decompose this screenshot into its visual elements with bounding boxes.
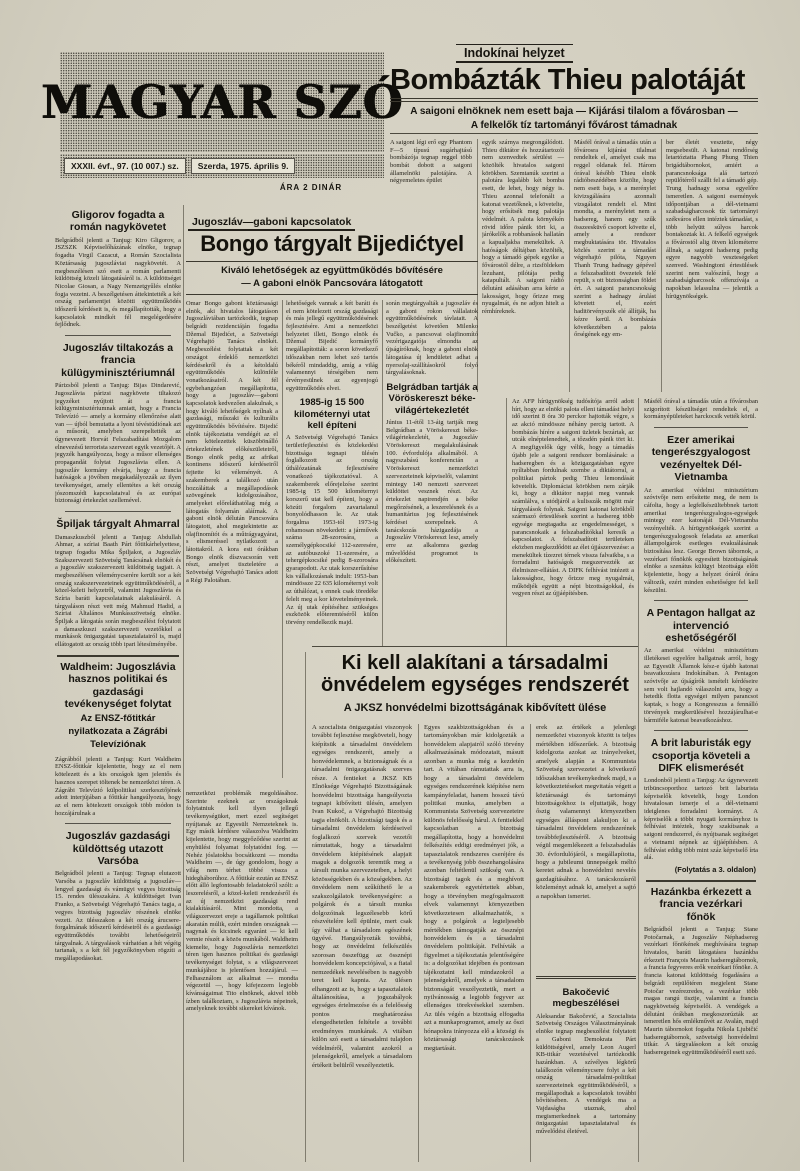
article-divider — [654, 730, 748, 731]
bongo-body-col2-text: lehetőségek vannak a két baráti és el nem kötelezett ország gazdasági és más jellegű együttműködésének fejlesztésére. Ami a nemzetközi helyzetet illeti, Bongo elnök és Džemal Bijedić kormányfő megállapították: a soron következő időszakban nem lehet szó tartós békéről mindaddig, amíg a világ valamennyi térségében nem érvényesülnek az egyenjogú együttműködés elvei. — [286, 300, 378, 392]
bongo-kicker — [188, 212, 355, 231]
french-chief-body: Belgrádból jelenti a Tanjug: Stane Potočarnak, a Jugoszláv Néphadsereg vezérkari főnökének meghívására tegnap hivatalos, baráti látogatásra hazánkba érkezett François Maurin hadseregtábornok, a francia fegyveres erők vezérkari főnöke. A francia katonai küldöttség fogadására a belgrádi repülőtéren megjelent Stane Potočar vezérezredes, a vezérkar több magas rangú tisztje, valamint a francia nagykövetség képviselői. A vendégek a délutáni órákban megkoszorúzták az ismeretlen hős emlékművét az Avalán, majd Maurin tábornokot fogadta Nikola Ljubičić hadseregtábornok, szövetségi honvédelmi titkár. A tárgyalásokon a két ország hadseregeinek együttműködéséről esett szó. — [644, 926, 758, 1056]
french-chief-headline: Hazánkba érkezett a francia vezérkari főnök — [650, 885, 752, 923]
defence-headline: Ki kell alakítani a társadalmi önvédelem egységes rendszerét — [321, 652, 629, 697]
article-divider — [654, 427, 748, 428]
lead-body-col1: A saigoni légi erő egy Phantom F—5 típusú sugárhajtású bombázója tegnap reggel több bombát dobott a saigoni államelnöki palotájára. A négyemeletes épület — [390, 139, 472, 185]
article-divider — [654, 600, 748, 601]
column-rule — [530, 724, 531, 1162]
waldheim-headline: Waldheim: Jugoszlávia hasznos politikai és gazdasági tevékenységet folytat — [60, 660, 176, 710]
roads-article-body: A Szövetségi Végrehajtó Tanács területfejlesztési és közlekedési bizottsága tegnapi ülésén foglalkozott az ország úthálózatának fejlesztésére vonatkozó tájékoztatóval. A szakemberek előrejelzése szerint 1985-ig 15 500 kilométernyi korszerű utat kell építeni, hogy a közúti forgalom zavartalanul bonyolódhasson le. Az utak forgalma 1953-tól 1973-ig rohamosan növekedett: a járművek száma 28-szorosára, a személygépkocsiké 112-szeresére, az autóbuszoké 11-szeresére, a tehergépkocsiké pedig 8-szorosára gyarapodott. Az utak korszerűsítése kis vállalkozásnak indult: 1953-ban mindössze 22 635 kilométernyi volt az úthálózat, s ennek csak töredéke felelt meg a kor követelményeinek. Az új utak építéséhez szükséges eszközök előteremtéséről külön törvény rendelkezik majd. — [286, 434, 378, 626]
column-rule — [661, 139, 662, 392]
labour-headline: A brit laburisták egy csoportja követeli a DIFK elismerését — [650, 737, 752, 774]
redcross-article-body: Június 11-étől 13-áig tartják meg Belgrádban a Vöröskereszt béke-világértekezletét, a Jugoszláv Vöröskereszt megalakulásának 100. évfordulója alkalmából. A nagyszabású konferencián a Vöröskereszt nemzetközi szervezeteinek képviselői, valamint mintegy 140 nemzeti szervezet küldöttei vesznek részt. Az értekezlet napirendjén a béke megőrzésének, a leszerelésnek és a humanitárius jog fejlesztésének kérdései szerepelnek. A tanácskozás házigazdája a Jugoszláv Vöröskereszt lesz, amely erre az alkalomra gazdag művelődési programot is előkészített. — [386, 419, 478, 565]
protest-body: Párizsból jelenti a Tanjug: Bijas Dindarević, Jugoszlávia párizsi nagykövete tiltakozó jegyzéket nyújtott át a francia külügyminisztériumnak amiatt, hogy a Francia Televízió — amely a kormány ellenőrzése alatt van — újból bemutatta a lyoni tévéstúdiónak azt a műsorát, amelyben szerepeltették az úgynevezett Horvát Felszabadítási Mozgalom elnevezésű terrorista szervezet egyik vezetőjét. A jegyzék hangsúlyozza, hogy a műsor ellenséges propagandát folytat Jugoszlávia ellen. A jugoszláv kormány elvárja, hogy a francia hatóságok a jövőben megakadályozzák az ilyen tevékenységet, amely ellentétes a két ország jószomszédi kapcsolataival és az európai biztonsági értekezlet szellemével. — [55, 382, 181, 505]
protest-headline: Jugoszláv tiltakozás a francia külügyminisztériumnál — [61, 342, 175, 379]
pentagon-body: Az amerikai védelmi minisztérium illetékesei egyelőre hallgatnak arról, hogy az Egyesült Államok kész-e újabb katonai beavatkozásra Indokínában. A Pentagon szóvivője az újságírók ismételt kérdéseire sem volt hajlandó válaszolni arra, hogy a hetedik flotta egységei milyen parancsot kaptak, s hogy a Kongresszus a fennálló törvények megkerülésével hozzájárulhat-e bármiféle katonai beavatkozáshoz. — [644, 647, 758, 724]
lead-body-col3: Másfél órával a támadás után a fővárosra kijárási tilalmat rendeltek el, amelyet csak ma reggel oldanak fel. Három órával később Thieu elnök rádióbeszédében közölte, hogy nem esett baja, s a merénylet kivizsgálására azonnali vizsgálatot rendelt el. Mint mondta, a merényletet nem a hadsereg, hanem egy szűk összeesküvő csoport követte el, amely a rendszer megbuktatására tör. Hivatalos közlés szerint a támadást végrehajtó pilóta, Nguyen Thanh Trung hadnagy gépével a felszabadított övezetek felé repült, s ott biztonságban földet ért. A saigoni parancsnokság szerint a hadnagy árulást követett el, ezért haditörvényszék elé állítják, ha kézre kerül. A bombázás következtében a palota őrségének egy em- — [574, 139, 656, 339]
bongo-body-col1: Omar Bongo gaboni köztársasági elnök, aki hivatalos látogatáson Jugoszláviában tartózkodik, tegnap belgrádi rezidenciáján fogadta Džemal Bijedićet, a Szövetségi Végrehajtó Tanács elnökét. Megbeszélést folytattak a két országot érdeklő nemzetközi kérdésekről és a kétoldalú együttműködés különféle vonatkozásairól. A két fél egybehangzóan megállapította, hogy a jugoszláv—gaboni kapcsolatok kedvezően alakulnak, s hogy kiváló lehetőségek nyílnak a gazdasági, műszaki és kulturális együttműködés bővítésére. Bijedić elnök tájékoztatta vendégét az el nem kötelezettek küszöbönálló értekezletének előkészületeiről, Bongo elnök pedig az afrikai kontinens időszerű kérdéseiről fejtette ki véleményét. A szakemberek a találkozó után hozzáláttak a megállapodások szövegének kidolgozásához, amelyeket előreláthatólag még a látogatás folyamán aláírnak. A gaboni elnök délután Pancsovára látogatott, ahol megtekintette az olajfinomítót és a műtrágyagyárat, s elismeréssel nyilatkozott a látottakról. A kora esti órákban Bongo elnök díszvacsorán vett részt, amelyet tiszteletére a Szövetségi Végrehajtó Tanács adott a Régi Palotában. — [186, 300, 278, 584]
column-rule — [282, 300, 283, 778]
defence-body-col1: A szocialista önigazgatási viszonyok további fejlesztése megköveteli, hogy kiépítsük a társadalmi önvédelem egységes rendszerét, amely a honvédelemnek, a biztonságnak és a társadalmi önigazgatásnak szerves része. A fentieket a JKSZ KB Elnöksége Végrehajtó Bizottságának honvédelmi bizottsága hangsúlyozta tegnapi kibővített ülésén, amelyen Ivan Kukoč, a Végrehajtó Bizottság tagja elnökölt. A bizottsági tagok és a társadalmi önvédelem kérdéseivel foglalkozó szervek vezetői rámutattak, hogy a társadalmi önvédelem kiépítésének alapjait maguk a dolgozók teremtik meg a társult munka szervezeteiben, a helyi közösségekben és a községekben. Az önvédelem nem szűkíthető le a szakszolgálatok tevékenységére: a polgárok és a társult munka dolgozóinak legszélesebb körű részvételére kell épülnie, mert csak így válhat a társadalom egészének ügyévé. Hangsúlyozták továbbá, hogy az önvédelmi felkészülés szorosan összefügg az össznépi honvédelem koncepciójával, s a fiatal nemzedékek nevelésében is nagyobb teret kell kapnia. Az ülésen elhangzott az is, hogy a tapasztalatok általánosítása, a jogszabályok egységes értelmezése és a felelősség pontos meghatározása elengedhetetlen feltétele a további eredményes munkának. A vitában külön szó esett a társadalmi tulajdon védelméről, valamint azokról a jelenségekről, amelyek a társadalom értékeit belülről veszélyeztetik. — [312, 724, 412, 1069]
bongo-body-col3 — [386, 300, 478, 646]
waldheim-body-col1: Zágrábból jelenti a Tanjug: Kurt Waldheim ENSZ-főtitkár kijelentette, hogy az el nem kötelezett és a kis országok igen jelentős és hasznos szerepet töltenek be nemzetközi téren. A Zágrábi Televízió külpolitikai szerkesztőjének adott interjújában a főtitkár hangsúlyozta, hogy az el nem kötelezett országok több módon is hozzájárulnak a — [55, 755, 181, 817]
bongo-headline: Bongo tárgyalt Bijedićtyel — [200, 231, 464, 256]
section-rule — [312, 646, 638, 647]
bongo-kicker-label: Jugoszláv—gaboni kapcsolatok — [188, 216, 355, 231]
masthead — [40, 52, 404, 152]
lead-kicker-label: Indokínai helyzet — [456, 44, 573, 63]
defence-body-col3: erek az értékek a jelenlegi nemzetközi viszonyok között is teljes mértékben időszerűek. A bizottság kidolgozta azokat az irányelveket, amelyek alapján a Kommunista Szövetség szervezetei a következő időszakban tevékenykednek majd, s a következtetéseket megvitatás végett a köztársasági és tartományi bizottságokhoz is eljuttatják, hogy őszig valamennyi környezetben egységes álláspont alakuljon ki a társadalmi önvédelem rendszerének továbbfejlesztéséről. A bizottság végül megemlékezett a felszabadulás 30. évfordulójáról, s megállapította, hogy a jubileumi ünnepségek méltó keretet adnak a honvédelmi nevelés gazdagításához. A tanácskozásról közleményt adnak ki, amelyet a sajtó a napokban ismertet. — [536, 724, 636, 900]
column-rule — [183, 205, 184, 1162]
left-column — [55, 205, 181, 1162]
continued-on-page-3: (Folytatás a 3. oldalon) — [674, 864, 756, 874]
lead-kicker — [456, 44, 573, 63]
redcross-article-headline: Belgrádban tartják a Vöröskereszt béke-világértekezletét — [386, 381, 478, 416]
issue-number: XXXII. évf., 97. (10 007.) sz. — [64, 158, 186, 174]
marines-headline: Ezer amerikai tengerészgyalogost vezényeltek Dél-Vietnamba — [651, 434, 751, 484]
bakocevic-article — [536, 976, 636, 1162]
article-divider — [65, 335, 171, 336]
warsaw-body: Belgrádból jelenti a Tanjug: Tegnap elutazott Varsóba a jugoszláv küldöttség a jugoszláv—lengyel gazdasági és vámügyi vegyes bizottság 15. rendes ülésszakára. A küldöttséget Ivan Franko, a Szövetségi Végrehajtó Tanács tagja, a vegyes bizottság jugoszláv részének elnöke vezeti. Az ülésszakon a két ország árucsere-forgalmának időszerű kérdéseiről és a gazdasági együttműködés további lehetőségeiről tárgyalnak. A tárgyalások várhatóan a hét végéig tartanak, s a két fél jegyzőkönyvben rögzíti a megállapodásokat. — [55, 870, 181, 962]
lead-subhead-line1: A saigoni elnöknek nem esett baja — Kijárási tilalom a fővárosban — — [410, 106, 738, 117]
lead-subhead-rule — [390, 133, 758, 134]
column-rule — [305, 652, 306, 1162]
waldheim-subhead: Az ENSZ-főtitkár nyilatkozata a Zágrábi Televíziónak — [68, 713, 168, 750]
defence-body-col2: Egyes szakbizottságokban és a tartományokban már kidolgozták a honvédelem alapjairól szóló törvény alkalmazásának módozatait, másutt azonban a munka még a kezdetén tart. A vitában rámutattak arra is, hogy a társadalmi önvédelem egységes rendszerének kiépítése nem kampányfeladat, hanem hosszú távú politikai munka, amelyben a Kommunista Szövetség szervezeteire különös felelősség hárul. A fentiekkel kapcsolatban a bizottság megállapította, hogy a honvédelmi felkészítés eddigi eredményei jók, a tapasztalatok rendszeres cseréjére és a tevékenység jobb összehangolására azonban feltétlenül szükség van. A bizottsági tagok és a meghívott szakemberek egyetértettek abban, hogy a törvényben megfogalmazott elvek valamennyi környezetben következetesen alkalmazhatók, s hogy a polgárok a legteljesebb mértékben támogatják az össznépi honvédelem és a társadalmi önvédelem politikáját. Felhívták a figyelmet a tájékoztatás jelentőségére is: a dolgozókat idejében és pontosan tájékoztatni kell mindazokról a jelenségekről, amelyek a társadalom biztonságát veszélyeztetik, mert a nyilvánosság a legjobb fegyver az ellenséges törekvésekkel szemben. Az ülés végén a bizottság elfogadta azt a munkaprogramot, amely az őszi hónapokra irányozza elő a községi és köztársasági tanácskozások megtartását. — [424, 724, 524, 1052]
roads-article-headline: 1985-ig 15 500 kilométernyi utat kell építeni — [293, 397, 371, 432]
marines-body: Az amerikai védelmi minisztérium szóvivője nem erősítette meg, de nem is cáfolta, hogy a legfelkészültebbnek tartott amerikai tengerészgyalogos-egységek mintegy ezer katonáját Dél-Vietnamba vezényelték. A hírügynökségek szerint a tengerészgyalogosok feladata az amerikai állampolgárok esetleges evakuálásának biztosítása lesz. George Brown tábornok, a vezérkari főnökök egyesített bizottságának elnöke a szenátus külügyi bizottsága előtt kijelentette, hogy a helyzet óráról órára változik, ezért minden eshetőségre fel kell készülni. — [644, 486, 758, 594]
article-divider — [65, 823, 171, 824]
spiljak-headline: Špiljak tárgyalt Ahmarral — [56, 518, 180, 531]
bongo-subhead — [186, 261, 478, 295]
spiljak-body: Damaszkuszból jelenti a Tanjug: Abdullah Ahmar, a szíriai Baath Párt főtitkárhelyettese, tegnap fogadta Mika Špiljakot, a Jugoszláv Szakszervezeti Szövetség Tanácsának elnökét és a jugoszláv szakszervezeti küldöttség tagjait. A megbeszélésen véleménycserére került sor a két ország szakszervezeteinek együttműködéséről, a közel-keleti helyzetről, valamint Jugoszlávia és Szíria baráti kapcsolatainak alakulásáról. A tárgyaláson részt vett még Mahmud Hadid, a Szíriai Általános Munkásszövetség elnöke. Špiljak a látogatás során megbeszélést folytatott a damaszkuszi szakszervezeti vezetőkkel a munkások önigazgatási tapasztalatairól is, majd ellátogatott az ország több ipari létesítményébe. — [55, 533, 181, 649]
bongo-subhead-line1: Kiváló lehetőségek az együttműködés bővítésére — [221, 265, 443, 276]
labour-body: Londonból jelenti a Tanjug: Az úgynevezett tribüncsoporthoz tartozó brit laburista képviselők követelik, hogy London hivatalosan ismerje el a dél-vietnami ideiglenes forradalmi kormányt. A képviselők a többi nyugati kormányhoz is felhívást intéztek, hogy szakítsanak a saigoni rendszerrel, és nyújtsanak segítséget a vietnami népnek az újjáépítésben. A felhívást eddig több mint száz képviselő írta alá. — [644, 777, 758, 862]
pentagon-headline: A Pentagon hallgat az intervenció eshetőségéről — [646, 607, 756, 644]
dateline-strip — [60, 154, 384, 178]
issue-date: Szerda, 1975. április 9. — [191, 158, 296, 174]
warsaw-headline: Jugoszláv gazdasági küldöttség utazott Varsóba — [65, 830, 171, 867]
lead-subhead — [390, 105, 758, 132]
gligorov-body: Belgrádból jelenti a Tanjug: Kiro Gligorov, a JSZSZK Képviselőházának elnöke, tegnap fogadta Virgil Cazacut, a Román Szocialista Köztársaság jugoszláviai nagykövetét. A megbeszélésen szó esett a román parlamenti küldöttség közeli látogatásáról is. A küldöttséget Nicolae Giosan, a Nagy Nemzetgyűlés elnöke fogja vezetni. A beszélgetésen áttekintették a két ország parlamentjei közötti együttműködés időszerű kérdéseit is, és megállapították, hogy a kapcsolatok mindkét fél megelégedésére fejlődnek. — [55, 236, 181, 329]
bongo-body-col2 — [286, 300, 378, 646]
article-divider — [57, 655, 179, 657]
defence-subhead: A JKSZ honvédelmi bizottságának kibővített ülése — [343, 702, 607, 714]
article-divider — [646, 880, 756, 882]
column-rule — [506, 398, 507, 646]
bongo-body-col3-text: során megtárgyalták a jugoszláv és a gaboni rokon vállalatok együttműködésének távlatait. A beszélgetést követően Milenko Vučko, a pancsovai olajfinomító vezérigazgatója elmondta az újságíróknak, hogy a gaboni elnök látogatása új lendületet adhat a nyersolaj-szállításokról folyó tárgyalásoknak. — [386, 300, 478, 377]
price-label: ÁRA 2 DINÁR — [279, 183, 343, 192]
bakocevic-body: Aleksandar Bakočević, a Szocialista Szövetség Országos Választmányának elnöke tegnap megbeszélést folytatott a Gaboni Demokrata Párt küldöttségével, amely Leon Augerl KB-titkár vezetésével tartózkodik hazánkban. A szívélyes légkörű találkozón véleménycsere folyt a két ország társadalmi-politikai szervezeteinek együttműködéséről, s megállapodtak a kapcsolatok további bővítésében. A vendégek ma a Vajdaságba utaznak, ahol megismerkednek a tartomány önigazgatási tapasztalataival és művelődési életével. — [536, 1012, 636, 1136]
lead-headline-rule — [390, 98, 758, 102]
article-divider — [65, 511, 171, 512]
right-column — [644, 398, 758, 1162]
column-rule — [569, 139, 570, 392]
paper-logo: MAGYAR SZÓ — [40, 75, 404, 129]
gligorov-headline: Gligorov fogadta a román nagykövetet — [69, 209, 167, 234]
waldheim-body-col2: nemzetközi problémák megoldásához. Szerinte ezeknek az országoknak folytatniuk kell ilyen jellegű tevékenységüket, mert ezzel segítséget nyújtanak az Egyesült Nemzeteknek is. Egy másik kérdésre válaszolva Waldheim kijelentette, hogy meggyőződése szerint az enyhülési folyamat folytatódni fog. — Nehéz jóslatokba bocsátkozni — mondta Waldheim —, de úgy gondolom, hogy a világ nem térhet többé vissza a hidegháborúhoz. A főtitkár ezután az ENSZ előtt álló legfontosabb feladatokról szólt: a leszerelésről, a közel-keleti rendezésről és az új nemzetközi gazdasági rend kialakításáról. Mint mondotta, a világszervezet ereje a tagállamok politikai akaratán múlik, ezért minden országnak — nagynak és kicsinek egyaránt — ki kell vennie részét a közös munkából. Waldheim kiemelte, hogy Jugoszlávia nemzetközi téren igen hasznos politikai és gazdasági tevékenységet folytat, s a világszervezet munkájához is jelentősen hozzájárul. — Felhasználom az alkalmat — mondta végezetül —, hogy kifejezzem legjobb kívánságaimat Tito elnöknek, akivel több ízben találkoztam, s Jugoszlávia népeinek, amelyeknek további sikereket kívánok. — [186, 790, 298, 1013]
column-rule — [638, 398, 639, 1162]
lead-body-col4: ber életét vesztette, négy megsebesült. A katonai rendőrség letartóztatta Phang Phung Thien brigádtábornokot, amiért a parancsnoksága alá tartozó repülőtérről szállt fel a támadó gép. Trung hadnagy sorsa egyelőre ismeretlen. A saigoni események időpontjában a dél-vietnami szabadságharcosok tíz tartományi székváros ellen intéztek támadást, s több helyütt súlyos harcok bontakoztak ki. A felkelő egységek a fővárostól alig ötven kilométerre állnak, a saigoni hadsereg pedig egyre nagyobb veszteségeket szenved. Washingtoni értesülések szerint nem valószínű, hogy a szabadságharcosok offenzívája a napokban lelassulna — jelentik a hírügynökségek. — [666, 139, 758, 300]
lead-continuation-right: Másfél órával a támadás után a fővárosban szigorított készültséget rendeltek el, a kormányépületeket harckocsik vették körül. — [644, 398, 758, 421]
bakocevic-headline: Bakočević megbeszélései — [552, 987, 620, 1010]
bongo-subhead-line2: — A gaboni elnök Pancsovára látogatott — [241, 277, 423, 289]
lead-body-col2: egyik szárnya megrongálódott. Thieu diktátor és hozzátartozói nem szenvedtek sérülést — közölték hivatalos saigoni körökben. Szemtanúk szerint a palotára legalább két bomba esett, de lehet, hogy négy is. Thieu azonnal telefonált a katonai vezetőknek, s követelte, hogy erősítsék meg palotája védelmét. A palota környékén rövid időre pánik tört ki, a járókelők a robbanások hallatán a kapualjakba menekültek. A hatóságok déltájban közölték, hogy a támadó gépek egyike a fővárostól délre, a rizsföldeken lezuhant, pilótája pedig katapultált. A saigoni rádió délutáni adásában arra kérte a lakosságot, hogy őrizze meg nyugalmát, és ne adjon hitelt a rémhíreknek. — [482, 139, 564, 316]
column-rule — [418, 724, 419, 1162]
lead-headline: Bombázták Thieu palotáját — [390, 64, 745, 96]
column-rule — [382, 300, 383, 646]
lead-continuation-mid: Az AFP hírügynökség tudósítója arról adott hírt, hogy az elnöki palota elleni támadást helyi idő szerint 8 óra 30 perckor hajtották végre, s az akció mindössze néhány percig tartott. A bombázás hírére a saigoni üzletek bezártak, az utcák elnéptelenedtek, a tőzsdén pánik tört ki. A megfigyelők úgy vélik, hogy a támadás újabb jele a saigoni rendszer bomlásának: a hadseregben és a közigazgatásban egyre nyíltabban fordulnak szembe a diktátorral, a politikai pártok pedig Thieu lemondását követelik. Diplomáciai körökben nem zárják ki, hogy a diktátor napjai meg vannak számlálva, s utódjáról a kulisszák mögött már tárgyalások folynak. Saigoni katonai körökből származó értesülések szerint a hadsereg több egysége megtagadta az engedelmességet, s parancsnokaik a felszabadítókkal keresik a kapcsolatot. A felszabadított területeken eközben megkezdődött az élet újjászervezése: a menekültek tízezrei térnek vissza falvaikba, s a forradalmi hatóságok megszervezték az élelmiszer-ellátást. A DIFK felhívást intézett a lakossághoz, hogy őrizze meg nyugalmát, működjék együtt a népi bizottságokkal, és vegyen részt az újjáépítésben. — [512, 398, 634, 598]
lead-subhead-line2: A felkelők tíz tartományi fővárost támadnak — [470, 119, 678, 131]
